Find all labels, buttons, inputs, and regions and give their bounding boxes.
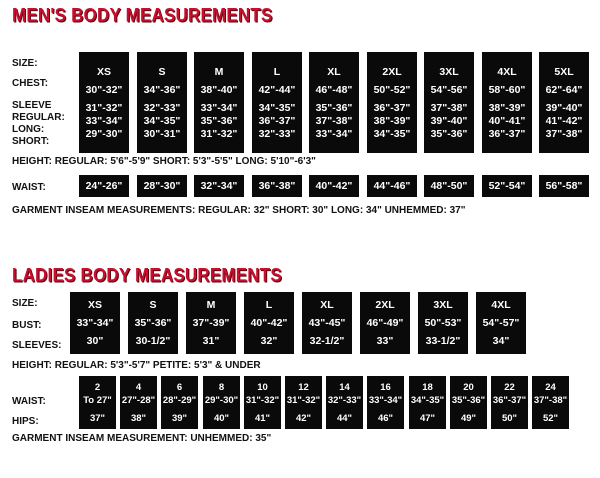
ladies-bust-cell: 35"-36"	[134, 317, 172, 329]
ladies-size-column	[70, 292, 120, 354]
ladies-numeric-size-cell: 8	[218, 382, 225, 393]
mens-size-cell: XS	[96, 65, 111, 78]
ladies-hips-cell: 49"	[460, 413, 477, 424]
mens-size-column	[424, 52, 474, 153]
mens-size-column	[539, 52, 589, 153]
ladies-size-cell: M	[206, 299, 216, 311]
ladies-waist-cell: 35"-36"	[451, 395, 486, 406]
ladies-size-column	[186, 292, 236, 354]
ladies-waist-label: WAIST:	[12, 396, 46, 407]
ladies-hips-cell: 47"	[419, 413, 436, 424]
ladies-sleeves-cell: 32-1/2"	[309, 335, 345, 347]
mens-sleeve-regular-cell: 31"-32"	[85, 101, 123, 114]
mens-sleeve-regular-cell: 33"-34"	[200, 101, 238, 114]
mens-chest-cell: 38"-40"	[200, 83, 238, 96]
mens-chest-cell: 54"-56"	[430, 83, 468, 96]
mens-waist-cell: 28"-30"	[143, 180, 181, 192]
ladies-inseam-line: GARMENT INSEAM MEASUREMENT: UNHEMMED: 35"	[12, 433, 272, 444]
ladies-bust-cell: 33"-34"	[76, 317, 114, 329]
ladies-numeric-column	[326, 376, 363, 429]
ladies-size-column	[128, 292, 178, 354]
ladies-numeric-column	[161, 376, 198, 429]
mens-size-column	[79, 52, 129, 153]
ladies-numeric-column	[491, 376, 528, 429]
mens-sleeve-long-cell: 39"-40"	[430, 114, 468, 127]
mens-waist-cell: 52"-54"	[488, 180, 526, 192]
ladies-waist-cell: To 27"	[83, 395, 112, 406]
ladies-sleeves-cell: 31"	[202, 335, 220, 347]
mens-waist-cell: 40"-42"	[315, 180, 353, 192]
ladies-numeric-size-cell: 16	[380, 382, 391, 393]
ladies-sleeves-cell: 33"	[376, 335, 394, 347]
ladies-hips-cell: 50"	[501, 413, 518, 424]
mens-size-column	[252, 52, 302, 153]
mens-chest-cell: 58"-60"	[488, 83, 526, 96]
ladies-size-column	[418, 292, 468, 354]
ladies-size-cell: 3XL	[433, 299, 453, 311]
mens-chest-cell: 46"-48"	[315, 83, 353, 96]
ladies-sleeves-cell: 30-1/2"	[135, 335, 171, 347]
ladies-bust-cell: 40"-42"	[250, 317, 288, 329]
ladies-waist-cell: 34"-35"	[410, 395, 445, 406]
ladies-numeric-size-cell: 12	[298, 382, 309, 393]
mens-size-column	[194, 52, 244, 153]
ladies-numeric-size-cell: 2	[94, 382, 101, 393]
ladies-size-cell: XS	[87, 299, 102, 311]
ladies-size-cell: XL	[320, 299, 334, 311]
mens-sleeve-long-cell: 36"-37"	[258, 114, 296, 127]
ladies-size-column	[360, 292, 410, 354]
mens-waist-box	[539, 175, 589, 197]
mens-size-cell: S	[158, 65, 166, 78]
mens-chest-cell: 62"-64"	[545, 83, 583, 96]
ladies-hips-cell: 38"	[130, 413, 147, 424]
mens-sleeve-regular-cell: 34"-35"	[258, 101, 296, 114]
ladies-numeric-size-cell: 20	[463, 382, 474, 393]
ladies-size-cell: 2XL	[375, 299, 395, 311]
mens-regular-label: REGULAR:	[12, 112, 65, 123]
mens-sleeve-long-cell: 41"-42"	[545, 114, 583, 127]
ladies-size-cell: L	[265, 299, 273, 311]
ladies-numeric-column	[79, 376, 116, 429]
ladies-numeric-column	[120, 376, 157, 429]
mens-waist-box	[424, 175, 474, 197]
mens-sleeve-regular-cell: 38"-39"	[488, 101, 526, 114]
mens-sleeve-label: SLEEVE	[12, 100, 52, 111]
ladies-waist-cell: 33"-34"	[368, 395, 403, 406]
ladies-numeric-size-cell: 4	[135, 382, 142, 393]
ladies-numeric-size-cell: 24	[545, 382, 556, 393]
mens-size-cell: XL	[327, 65, 341, 78]
ladies-waist-cell: 27"-28"	[121, 395, 156, 406]
mens-sleeve-long-cell: 34"-35"	[143, 114, 181, 127]
ladies-sleeves-cell: 30"	[86, 335, 104, 347]
mens-sleeve-regular-cell: 32"-33"	[143, 101, 181, 114]
ladies-waist-cell: 31"-32"	[286, 395, 321, 406]
mens-sleeve-long-cell: 35"-36"	[200, 114, 238, 127]
ladies-height-line: HEIGHT: REGULAR: 5'3"-5'7" PETITE: 5'3" & UNDER	[12, 360, 261, 371]
mens-sleeve-regular-cell: 39"-40"	[545, 101, 583, 114]
mens-long-label: LONG:	[12, 124, 45, 135]
mens-chest-cell: 34"-36"	[143, 83, 181, 96]
ladies-numeric-column	[409, 376, 446, 429]
mens-waist-box	[137, 175, 187, 197]
ladies-sleeves-label: SLEEVES:	[12, 340, 62, 351]
ladies-waist-cell: 28"-29"	[162, 395, 197, 406]
mens-waist-cell: 44"-46"	[373, 180, 411, 192]
ladies-numeric-column	[532, 376, 569, 429]
ladies-numeric-column	[244, 376, 281, 429]
mens-size-cell: L	[273, 65, 281, 78]
mens-sleeve-long-cell: 33"-34"	[85, 114, 123, 127]
ladies-numeric-column	[367, 376, 404, 429]
ladies-hips-cell: 46"	[377, 413, 394, 424]
mens-sleeve-short-cell: 36"-37"	[488, 127, 526, 140]
ladies-numeric-size-cell: 22	[504, 382, 515, 393]
mens-waist-cell: 24"-26"	[85, 180, 123, 192]
mens-size-column	[367, 52, 417, 153]
ladies-numeric-column	[285, 376, 322, 429]
mens-size-cell: 2XL	[382, 65, 402, 78]
ladies-hips-cell: 41"	[254, 413, 271, 424]
ladies-size-label: SIZE:	[12, 298, 38, 309]
mens-chest-cell: 30"-32"	[85, 83, 123, 96]
mens-sleeve-short-cell: 30"-31"	[143, 127, 181, 140]
ladies-sleeves-cell: 34"	[492, 335, 510, 347]
mens-size-cell: M	[214, 65, 224, 78]
ladies-bust-cell: 43"-45"	[308, 317, 346, 329]
ladies-hips-cell: 37"	[89, 413, 106, 424]
mens-height-line: HEIGHT: REGULAR: 5'6"-5'9" SHORT: 5'3"-5'5" LONG: 5'10"-6'3"	[12, 156, 316, 167]
ladies-hips-cell: 40"	[213, 413, 230, 424]
mens-waist-box	[79, 175, 129, 197]
mens-sleeve-short-cell: 33"-34"	[315, 127, 353, 140]
ladies-numeric-size-cell: 18	[422, 382, 433, 393]
mens-waist-cell: 56"-58"	[545, 180, 583, 192]
ladies-bust-label: BUST:	[12, 320, 42, 331]
ladies-numeric-size-cell: 14	[339, 382, 350, 393]
ladies-hips-cell: 39"	[171, 413, 188, 424]
ladies-hips-cell: 44"	[336, 413, 353, 424]
mens-waist-box	[367, 175, 417, 197]
ladies-sleeves-cell: 33-1/2"	[425, 335, 461, 347]
mens-sleeve-regular-cell: 37"-38"	[430, 101, 468, 114]
ladies-numeric-size-cell: 10	[257, 382, 268, 393]
ladies-bust-cell: 46"-49"	[366, 317, 404, 329]
ladies-numeric-column	[203, 376, 240, 429]
ladies-bust-cell: 37"-39"	[192, 317, 230, 329]
mens-size-column	[309, 52, 359, 153]
mens-waist-box	[194, 175, 244, 197]
mens-size-column	[137, 52, 187, 153]
mens-sleeve-regular-cell: 35"-36"	[315, 101, 353, 114]
mens-short-label: SHORT:	[12, 136, 50, 147]
mens-sleeve-regular-cell: 36"-37"	[373, 101, 411, 114]
mens-inseam-line: GARMENT INSEAM MEASUREMENTS: REGULAR: 32" SHORT: 30" LONG: 34" UNHEMMED: 37"	[12, 205, 466, 216]
ladies-waist-cell: 36"-37"	[492, 395, 527, 406]
ladies-waist-cell: 32"-33"	[327, 395, 362, 406]
mens-title: MEN'S BODY MEASUREMENTS	[12, 4, 273, 26]
ladies-hips-cell: 52"	[542, 413, 559, 424]
ladies-size-cell: 4XL	[491, 299, 511, 311]
mens-sleeve-long-cell: 40"-41"	[488, 114, 526, 127]
mens-chest-cell: 42"-44"	[258, 83, 296, 96]
mens-sleeve-short-cell: 31"-32"	[200, 127, 238, 140]
mens-size-column	[482, 52, 532, 153]
mens-sleeve-short-cell: 35"-36"	[430, 127, 468, 140]
ladies-size-column	[302, 292, 352, 354]
mens-waist-label: WAIST:	[12, 182, 46, 193]
mens-sleeve-short-cell: 29"-30"	[85, 127, 123, 140]
ladies-size-column	[476, 292, 526, 354]
ladies-numeric-size-cell: 6	[176, 382, 183, 393]
ladies-hips-cell: 42"	[295, 413, 312, 424]
ladies-bust-cell: 50"-53"	[424, 317, 462, 329]
mens-sleeve-short-cell: 34"-35"	[373, 127, 411, 140]
mens-waist-cell: 32"-34"	[200, 180, 238, 192]
mens-chest-cell: 50"-52"	[373, 83, 411, 96]
ladies-title: LADIES BODY MEASUREMENTS	[12, 264, 282, 286]
mens-sleeve-short-cell: 37"-38"	[545, 127, 583, 140]
mens-chest-label: CHEST:	[12, 78, 49, 89]
ladies-waist-cell: 31"-32"	[245, 395, 280, 406]
mens-waist-cell: 48"-50"	[430, 180, 468, 192]
mens-sleeve-long-cell: 37"-38"	[315, 114, 353, 127]
mens-size-cell: 4XL	[497, 65, 517, 78]
mens-size-cell: 5XL	[554, 65, 574, 78]
ladies-waist-cell: 29"-30"	[204, 395, 239, 406]
mens-sleeve-short-cell: 32"-33"	[258, 127, 296, 140]
ladies-waist-cell: 37"-38"	[533, 395, 568, 406]
mens-size-label: SIZE:	[12, 58, 38, 69]
ladies-sleeves-cell: 32"	[260, 335, 278, 347]
ladies-size-column	[244, 292, 294, 354]
ladies-numeric-column	[450, 376, 487, 429]
mens-sleeve-long-cell: 38"-39"	[373, 114, 411, 127]
ladies-hips-label: HIPS:	[12, 416, 39, 427]
mens-size-cell: 3XL	[439, 65, 459, 78]
ladies-size-cell: S	[149, 299, 157, 311]
mens-waist-box	[309, 175, 359, 197]
mens-waist-box	[252, 175, 302, 197]
mens-waist-cell: 36"-38"	[258, 180, 296, 192]
ladies-bust-cell: 54"-57"	[482, 317, 520, 329]
mens-waist-box	[482, 175, 532, 197]
